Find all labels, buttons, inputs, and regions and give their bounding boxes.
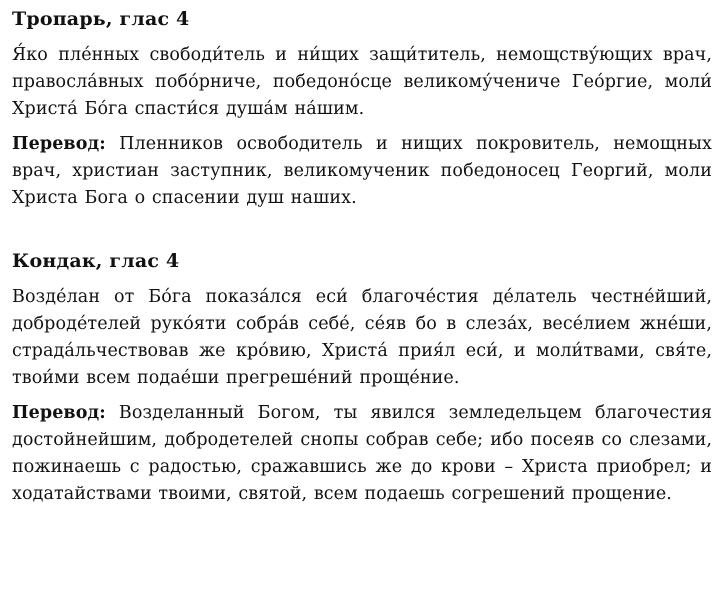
kontakion-title: Кондак, глас 4 bbox=[12, 250, 180, 272]
troparion-section bbox=[12, 6, 712, 212]
troparion-translation-text: Пленников освободитель и нищих покровитель, немощных врач, христиан заступник, великомученик победоносец Георгий, моли Христа Бога о спасении душ наших. bbox=[12, 134, 712, 208]
kontakion-translation-text: Возделанный Богом, ты явился земледельцем благочестия достойнейшим, добродетелей снопы собрав себе; ибо посеяв со слезами, пожинаешь с радостью, сражавшись же до крови – Христа приобрел; и ходатайствами твоими, святой, всем подаешь согрешений прощение. bbox=[12, 403, 712, 504]
troparion-title: Тропарь, глас 4 bbox=[12, 8, 190, 30]
troparion-translation-paragraph bbox=[12, 131, 712, 212]
document-page bbox=[12, 6, 712, 508]
kontakion-translation-paragraph bbox=[12, 400, 712, 508]
kontakion-section bbox=[12, 248, 712, 508]
kontakion-translation-label: Перевод: bbox=[12, 403, 106, 423]
kontakion-text: Возде́лан от Бо́га показа́лся еси́ благоче́стия де́латель честне́йший, доброде́телей руко́яти собра́в себе́, се́яв бо в слеза́х, весе́лием жне́ши, страда́льчествовав же кро́вию, Христа́ прия́л еси́, и моли́твами, свя́те, твои́ми всем подае́ши прегреше́ний проще́ние. bbox=[12, 287, 712, 388]
troparion-text: Я́ко пле́нных свободи́тель и ни́щих защи́титель, немощству́ющих врач, правосла́вных побо́рниче, победоно́сце великому́чениче Гео́ргие, моли́ Христа́ Бо́га спасти́ся душа́м на́шим. bbox=[12, 45, 712, 119]
troparion-translation-label: Перевод: bbox=[12, 134, 106, 154]
